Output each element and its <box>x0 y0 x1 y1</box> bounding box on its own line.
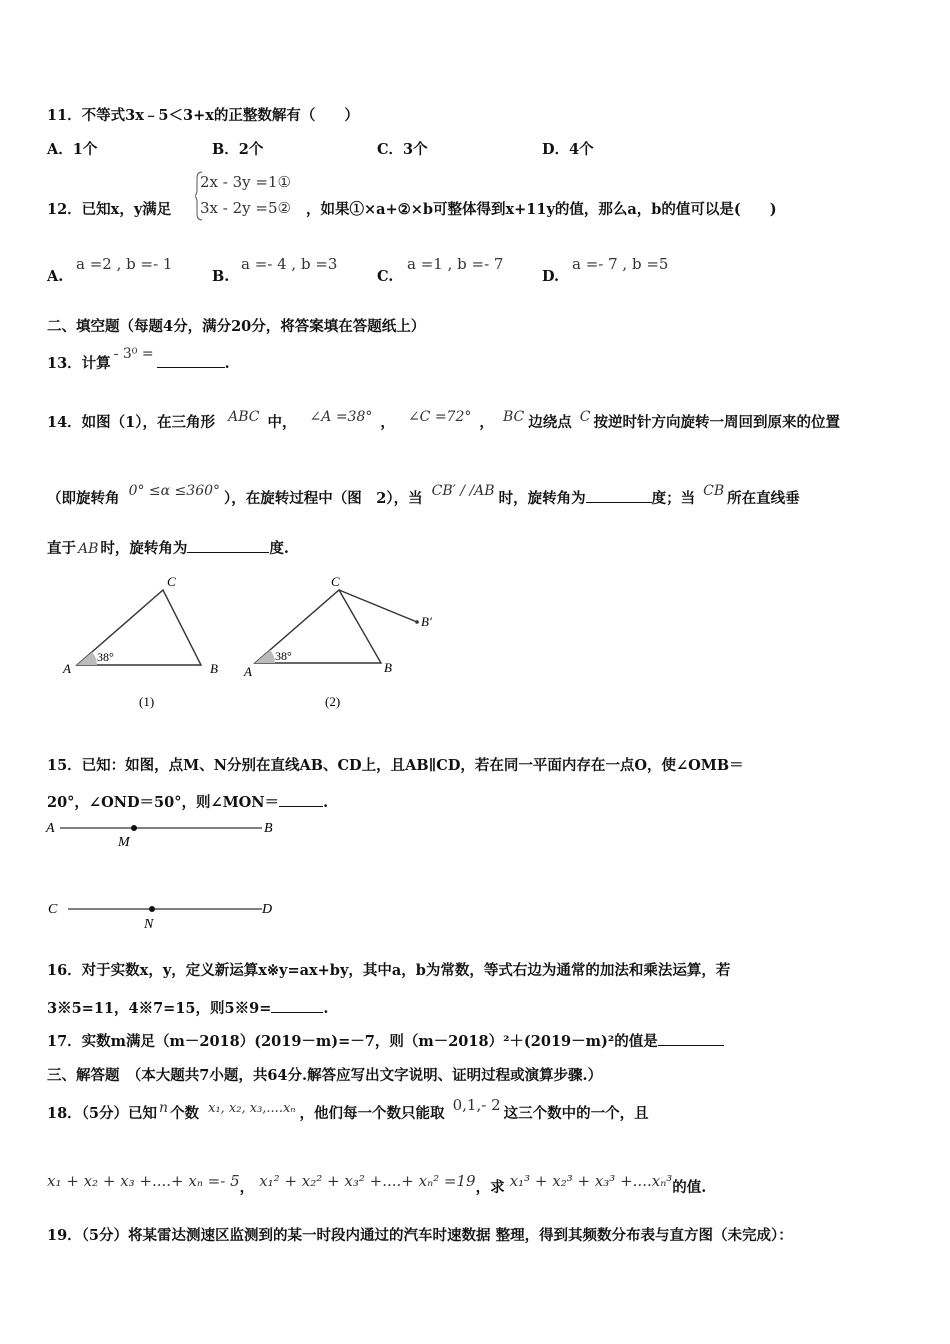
fig2-label-c: C <box>331 574 340 589</box>
q18-line-2: x₁ + x₂ + x₃ +....+ xₙ =- 5， x₁² + x₂² + x₃² +....+ xₙ² =19，求 x₁³ + x₂³ + x₃³ +....xₙ³的值. <box>47 1172 707 1196</box>
section-3-heading: 三、解答题 （本大题共7小题，共64分.解答应写出文字说明、证明过程或演算步骤.） <box>47 1067 603 1084</box>
fig15-label-b: B <box>264 821 273 836</box>
q16-answer-blank[interactable] <box>271 1000 323 1013</box>
fig2-label-b: B <box>384 660 392 675</box>
q12-option-c: C. <box>377 268 394 285</box>
q12-option-d-value: a =- 7 , b =5 <box>572 255 669 273</box>
q19-stem: 19．（5分）将某雷达测速区监测到的某一时段内通过的汽车时速数据 整理，得到其频数分布表与直方图（未完成）： <box>47 1227 793 1244</box>
q11-option-a: A．1个 <box>47 141 98 158</box>
q12-option-a-value: a =2 , b =- 1 <box>76 255 173 273</box>
q14-line-2: （即旋转角 0° ≤α ≤360° ），在旋转过程中（图 2），当 CB′ / /AB 时，旋转角为 度；当 CB 所在直线垂 <box>47 483 800 507</box>
q11-stem: 11．不等式3x﹣5＜3+x的正整数解有（ ） <box>47 107 359 124</box>
q13-expression: - 3⁰ = <box>113 346 154 362</box>
fig2-label-a: A <box>244 664 252 679</box>
q11-option-c: C．3个 <box>377 141 428 158</box>
q12-option-c-value: a =1 , b =- 7 <box>407 255 504 273</box>
q16-line-1: 16．对于实数x，y，定义新运算x※y=ax+by，其中a，b为常数，等式右边为通常的加法和乘法运算，若 <box>47 962 731 979</box>
fig2-caption: (2) <box>325 694 341 709</box>
q12-stem-prefix: 12．已知x，y满足 <box>47 201 172 218</box>
fig2-label-bprime: B′ <box>421 614 432 629</box>
q12-equation-system <box>195 170 305 222</box>
q15-figure <box>42 812 292 932</box>
fig15-label-c: C <box>48 902 58 917</box>
q13-answer-blank[interactable] <box>157 355 225 368</box>
q17-stem: 17．实数m满足（m－2018）(2019－m)=－7，则（m－2018）²＋(2019－m)²的值是 <box>47 1030 724 1051</box>
fig1-label-a: A <box>63 661 71 676</box>
fig15-label-a: A <box>46 821 55 836</box>
q18-line-1: 18．（5分）已知 n 个数 x₁, x₂, x₃,....xₙ ，他们每一个数只能取 0,1,- 2 这三个数中的一个，且 <box>47 1096 649 1122</box>
q12-option-b-value: a =- 4 , b =3 <box>241 255 338 273</box>
q12-stem-suffix: ，如果①×a+②×b可整体得到x+11y的值，那么a，b的值可以是( ) <box>306 201 777 218</box>
q14-answer-blank-1[interactable] <box>586 490 652 503</box>
q12-eq2: 3x - 2y =5② <box>200 199 291 217</box>
fig1-angle-label: 38° <box>97 650 114 664</box>
fig15-label-n: N <box>144 917 154 932</box>
q14-line-3: 直于 AB 时，旋转角为 度. <box>47 540 289 557</box>
fig15-label-m: M <box>118 835 130 850</box>
q17-answer-blank[interactable] <box>658 1033 724 1046</box>
section-2-heading: 二、填空题（每题4分，满分20分，将答案填在答题纸上） <box>47 318 426 335</box>
q12-option-b: B. <box>212 268 230 285</box>
angle-mark-icon <box>77 652 97 665</box>
q14-figure <box>55 572 475 712</box>
q16-line-2: 3※5=11，4※7=15，则5※9= . <box>47 1000 329 1017</box>
fig1-caption: (1) <box>139 694 155 709</box>
fig1-label-b: B <box>210 661 218 676</box>
q15-line-2: 20°，∠OND＝50°，则∠MON＝ . <box>47 794 329 811</box>
q15-answer-blank[interactable] <box>279 794 323 807</box>
q14-answer-blank-2[interactable] <box>187 540 269 553</box>
q12-option-d: D. <box>542 268 560 285</box>
q14-line-1: 14．如图（1），在三角形 ABC 中， ∠A =38° ， ∠C =72° ， BC 边绕点 C 按逆时针方向旋转一周回到原来的位置 <box>47 409 840 431</box>
q12-option-a: A. <box>47 268 64 285</box>
angle-mark-icon <box>255 650 275 663</box>
q12-eq1: 2x - 3y =1① <box>200 173 291 191</box>
fig15-label-d: D <box>262 902 273 917</box>
fig2-angle-label: 38° <box>275 649 292 663</box>
q11-option-d: D．4个 <box>542 141 594 158</box>
q15-line-1: 15．已知：如图，点M、N分别在直线AB、CD上，且AB∥CD，若在同一平面内存在一点O，使∠OMB＝ <box>47 757 744 774</box>
triangle-2 <box>243 574 432 709</box>
fig1-label-c: C <box>167 574 176 589</box>
triangle-1 <box>62 574 218 709</box>
q13-stem: 13．计算- 3⁰ =. <box>47 346 230 372</box>
q11-option-b: B．2个 <box>212 141 264 158</box>
